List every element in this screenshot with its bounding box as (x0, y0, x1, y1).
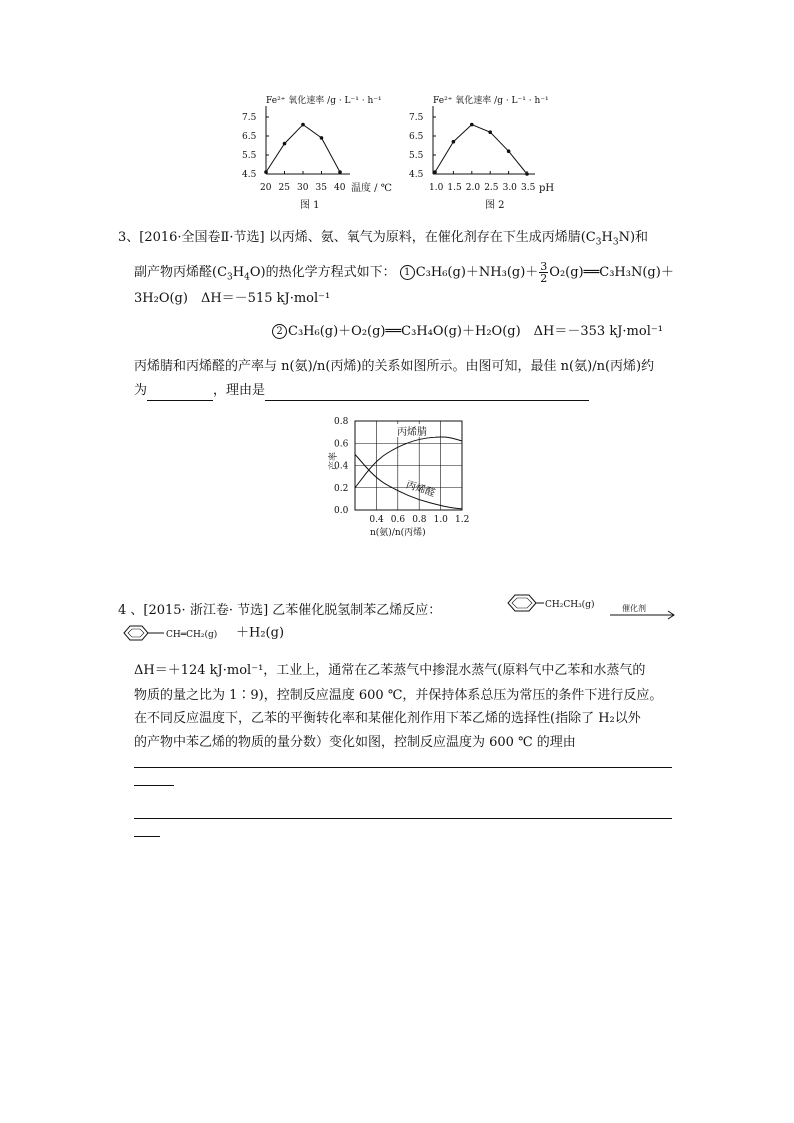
q3-line5 (134, 381, 589, 401)
fig1-xtick-label: 35 (315, 183, 327, 193)
reactant-group: CH₂CH₃(g) (545, 600, 595, 610)
fig2-series-line (435, 125, 527, 174)
yield-ytick-label: 0.2 (334, 483, 349, 494)
fig1-xtick-label: 30 (297, 183, 309, 193)
ethylbenzene-structure (498, 590, 678, 620)
catalyst-label: 催化剂 (622, 604, 646, 613)
fig1-x-title: 温度 / ℃ (351, 183, 392, 194)
q3-line1: 3、[2016·全国卷Ⅱ·节选] 以丙烯、氨、氧气为原料，在催化剂存在下生成丙烯腈$(C_3H_3N)$和 (118, 230, 649, 248)
fig2-y-title: Fe²⁺ 氧化速率 /g · L⁻¹ · h⁻¹ (433, 96, 549, 106)
q3-eq1: C₃H₆(g)＋NH₃(g)＋ (415, 265, 539, 280)
yield-xtick-label: 0.6 (390, 515, 406, 525)
product-group: CH═CH₂(g) (166, 630, 218, 640)
q4-line1: 4 、[2015· 浙江卷· 节选] 乙苯催化脱氢制苯乙烯反应： (118, 603, 442, 618)
eq2-number-icon: 2 (272, 324, 287, 339)
yield-xtick-label: 1.0 (433, 515, 448, 525)
q4-answer-line-1-tail[interactable] (134, 785, 174, 786)
fig2-data-point (507, 149, 511, 153)
fig2-xtick-label: 2.0 (465, 183, 481, 193)
yield-xtick-label: 0.4 (369, 515, 384, 525)
fig1-ytick-label: 7.5 (242, 113, 257, 123)
q3-line1-tail: N)和 (618, 230, 649, 245)
q3-answer-blank-2[interactable] (265, 386, 589, 401)
fig1-data-point (301, 123, 305, 127)
fig2-data-point (452, 140, 456, 144)
styrene-structure (118, 622, 236, 644)
fig1-data-point (320, 136, 324, 140)
fig2-data-point (525, 172, 529, 176)
yield-ytick-label: 0.4 (334, 461, 349, 472)
eq1-frac-den: 2 (540, 272, 548, 285)
fig1-caption: 图 1 (300, 200, 320, 211)
fig1-series-line (266, 125, 340, 173)
q4-line2: ΔH＝＋124 kJ·mol⁻¹，工业上，通常在乙苯蒸气中掺混水蒸气(原料气中乙苯和水蒸气的 (134, 663, 646, 678)
benzene-inner-ring-icon (512, 598, 532, 608)
q4-answer-line-1[interactable] (134, 767, 672, 768)
fig2-x-title: pH (539, 183, 555, 194)
fig2-xtick-label: 3.5 (521, 183, 536, 193)
q4-answer-line-2-tail[interactable] (134, 836, 160, 837)
q3-line3: 3H₂O(g) ΔH＝－515 kJ·mol⁻¹ (134, 291, 331, 306)
fig2-data-point (488, 130, 492, 134)
fig1-ytick-label: 6.5 (242, 132, 257, 142)
q3-answer-blank-1[interactable] (147, 386, 213, 401)
q3-line4: 丙烯腈和丙烯醛的产率与 n(氨)/n(丙烯)的关系如图所示。由图可知，最佳 n(氨)/n(丙烯)约 (134, 359, 655, 374)
yield-chart-xlabel: n(氨)/n(丙烯) (370, 528, 426, 538)
benzene-inner-ring-icon-2 (128, 629, 144, 637)
q3-line2: 副产物丙烯醛$(C_3H_4O)$的热化学方程式如下： 1 C₃H₆(g)＋NH₃(g)＋ $\frac{3}{2}$ O₂(g)══C₃H₃N(g)＋ (134, 260, 674, 285)
eq1-fraction (539, 261, 548, 284)
fig2-ytick-label: 4.5 (409, 170, 424, 180)
fig1-ytick-label: 5.5 (242, 151, 257, 161)
fig2-ytick-label: 6.5 (409, 132, 424, 142)
fig1-chart (238, 92, 398, 214)
yield-chart-ylabel: 产率 (329, 451, 339, 470)
fig2-xtick-label: 2.5 (484, 183, 499, 193)
yield-xtick-label: 1.2 (455, 515, 470, 525)
eq1-frac-num: 3 (540, 260, 548, 273)
q3-line1-text: 3、[2016·全国卷Ⅱ·节选] 以丙烯、氨、氧气为原料，在催化剂存在下生成丙烯腈(C (118, 230, 596, 245)
series-label-acrolein: 丙烯醛 (404, 479, 437, 500)
product-tail: ＋H₂(g) (236, 625, 285, 641)
yield-ytick-label: 0.6 (334, 439, 349, 450)
series-label-acrylonitrile: 丙烯腈 (397, 427, 427, 438)
q3-line2b: O)的热化学方程式如下： (249, 265, 396, 280)
q4-line3: 物质的量之比为 1∶9)，控制反应温度 600 ℃，并保持体系总压为常压的条件下进行反应。 (134, 688, 663, 703)
q3-line5b: ，理由是 (213, 383, 266, 398)
yield-ytick-label: 0.8 (334, 417, 349, 427)
q3-line2a: 副产物丙烯醛(C (134, 265, 228, 280)
q4-answer-line-2[interactable] (134, 818, 672, 819)
q3-eq2-line (272, 322, 663, 342)
fig1-xtick-label: 20 (260, 183, 272, 193)
fig1-xtick-label: 25 (278, 183, 290, 193)
fig2-caption: 图 2 (485, 200, 505, 211)
fig2-xtick-label: 3.0 (502, 183, 517, 193)
yield-chart (320, 412, 480, 542)
fig1-data-point (264, 170, 268, 174)
q4-line4: 在不同反应温度下，乙苯的平衡转化率和某催化剂作用下苯乙烯的选择性(指除了 H₂以外 (134, 711, 641, 726)
fig2-xtick-label: 1.0 (429, 183, 444, 193)
fig2-xtick-label: 1.5 (447, 183, 462, 193)
yield-xtick-label: 0.8 (412, 515, 427, 525)
eq1-number-icon: 1 (400, 265, 415, 280)
fig1-xtick-label: 40 (334, 183, 346, 193)
fig2-data-point (433, 170, 437, 174)
yield-ytick-label: 0.0 (334, 506, 349, 516)
styrene-line (118, 622, 284, 644)
fig2-ytick-label: 5.5 (409, 151, 424, 161)
fig1-data-point (283, 142, 287, 146)
fig2-data-point (470, 123, 474, 127)
fig2-ytick-label: 7.5 (409, 113, 424, 123)
q4-line5: 的产物中苯乙烯的物质的量分数）变化如图，控制反应温度为 600 ℃ 的理由 (134, 735, 576, 750)
q3-eq2: C₃H₆(g)＋O₂(g)══C₃H₄O(g)＋H₂O(g) ΔH＝－353 kJ·mol⁻¹ (288, 324, 663, 339)
fig1-y-title: Fe²⁺ 氧化速率 /g · L⁻¹ · h⁻¹ (266, 96, 382, 106)
q3-eq1-tail: O₂(g)══C₃H₃N(g)＋ (549, 265, 674, 280)
q3-line5a: 为 (134, 383, 148, 398)
fig1-ytick-label: 4.5 (242, 170, 257, 180)
fig1-data-point (338, 170, 342, 174)
fig2-chart (405, 92, 565, 214)
